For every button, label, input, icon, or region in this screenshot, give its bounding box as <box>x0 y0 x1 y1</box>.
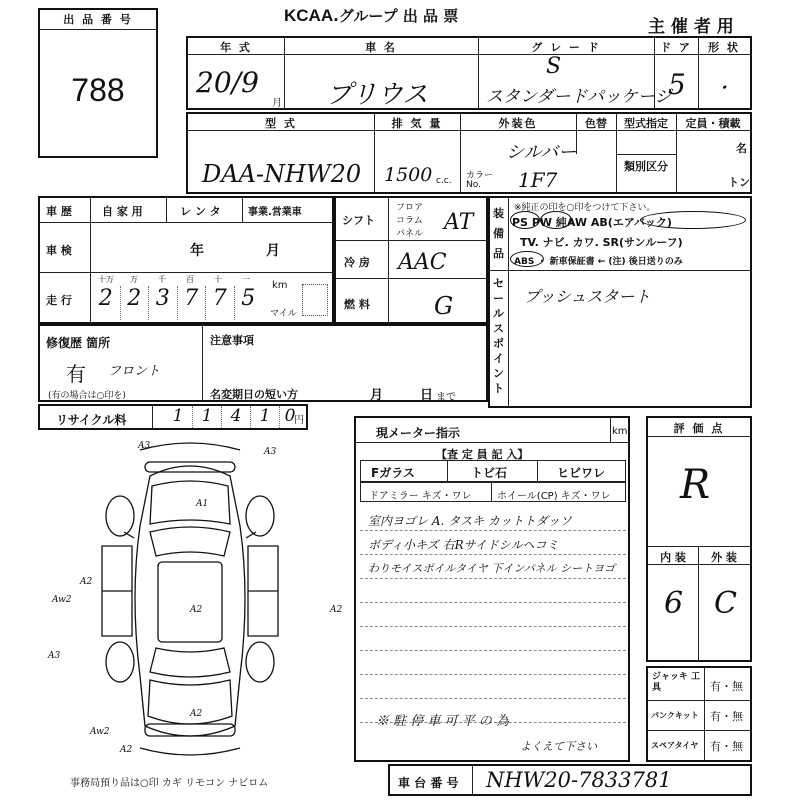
mileage-digit: 3 <box>149 286 178 320</box>
exterior-color-value: シルバー <box>506 142 577 163</box>
year-label: 年 式 <box>220 41 252 54</box>
mirror-label: ドアミラー キズ・ワレ <box>369 491 472 502</box>
meter-label: 現メーター指示 <box>376 426 461 440</box>
front-view <box>140 443 240 450</box>
shape-value: ・ <box>714 78 732 99</box>
mirror-wheel-row <box>360 482 626 502</box>
remark-line: 室内ヨゴレ A. タスキ カットトダッソ <box>368 514 572 528</box>
digit-label: 十万 <box>98 275 114 284</box>
wheel-label: ホイール(CP) キズ・ワレ <box>497 491 611 502</box>
damage-mark: A2 <box>330 605 343 615</box>
capacity-unit-persons: 名 <box>736 142 747 155</box>
jack-value: 有・無 <box>710 680 743 693</box>
damage-mark: A2 <box>190 709 203 719</box>
chassis-value: NHW20-7833781 <box>486 768 672 792</box>
ab-circle <box>640 211 746 229</box>
inspector-label: 【査 定 員 記 入】 <box>436 448 529 461</box>
repair-note: (有の場合は○印を) <box>48 391 126 401</box>
equipment-line-1: PS PW 純AW AB(エアバック) <box>512 216 672 229</box>
displacement-label: 排 気 量 <box>391 117 443 130</box>
history-commercial: 事業.営業車 <box>248 207 302 218</box>
shift-label: シフト <box>342 214 375 227</box>
lot-number-box <box>38 8 158 158</box>
month-suffix: 月 <box>272 98 282 109</box>
model-label: 型 式 <box>265 117 297 130</box>
damage-mark: A2 <box>120 745 133 755</box>
exterior-value: C <box>714 586 737 621</box>
car-damage-diagram <box>40 436 343 766</box>
brand-logo: KCAA <box>284 6 334 25</box>
model-value: DAA-NHW20 <box>202 160 362 188</box>
digit-label: 百 <box>186 275 194 284</box>
mileage-digit: 2 <box>121 286 150 320</box>
car-rear-window <box>150 648 230 677</box>
equipment-line-3: ABS ・ 新車保証書 ← (注) 後日送りのみ <box>514 257 683 267</box>
sales-point-value: プッシュスタート <box>524 287 651 306</box>
capacity-label: 定員・積載 <box>685 117 741 130</box>
color-number-label: カラー No. <box>466 171 494 190</box>
recycle-digit: 4 <box>222 406 251 428</box>
rating-label: 評 価 点 <box>673 422 725 435</box>
color-change-label: 色替 <box>585 117 607 130</box>
shift-ac-fuel-section <box>334 196 488 324</box>
vehicle-history-section <box>38 196 334 324</box>
chassis-label: 車 台 番 号 <box>398 776 459 790</box>
mileage-digit: 2 <box>92 286 121 320</box>
meter-unit: km <box>612 426 628 437</box>
transfer-day: 日 <box>420 388 434 403</box>
recycle-fee-box <box>38 404 308 430</box>
damage-mark: Aw2 <box>90 727 110 737</box>
lot-number-value: 788 <box>71 72 125 108</box>
wheel-rear-right <box>246 642 274 682</box>
remark-line: わりモイスポイルタイヤ 下インパネル シートヨゴ <box>368 562 616 575</box>
equipment-section <box>488 196 752 408</box>
shape-label: 形 状 <box>708 41 740 54</box>
recycle-unit: 円 <box>294 415 304 426</box>
remark-line: ボディ小キズ 右Rサイドシルヘコミ <box>368 538 559 552</box>
transfer-suffix: まで <box>436 392 456 403</box>
damage-mark: A2 <box>190 605 203 615</box>
puncture-kit-label: パンクキット <box>651 711 699 720</box>
inspection-remarks-section <box>354 416 630 762</box>
remark-line: ※ 駐 停 車 可 平 の 為 <box>376 714 509 729</box>
door-label: ド ア <box>660 41 692 54</box>
damage-mark: A2 <box>80 577 93 587</box>
car-windshield <box>150 527 230 556</box>
mile-label: マイル <box>270 309 297 319</box>
pw-circle <box>540 211 572 229</box>
mile-checkbox[interactable] <box>302 284 328 316</box>
car-name-value: プリウス <box>326 80 429 110</box>
shift-column: コラム <box>396 216 423 226</box>
mileage-digit: 5 <box>241 286 256 311</box>
jack-label: ジャッキ 工 具 <box>652 672 700 693</box>
front-bumper <box>145 462 235 472</box>
digit-label: 万 <box>130 275 138 284</box>
repair-label: 修復歴 箇所 <box>46 336 111 350</box>
car-hood <box>150 481 230 524</box>
digit-label: 一 <box>242 275 250 284</box>
notes-label: 注意事項 <box>210 334 254 347</box>
fuel-value: G <box>434 292 454 320</box>
damage-mark: A1 <box>196 499 209 509</box>
office-note: 事務局預り品は○印 カギ リモコン ナビロム <box>70 778 269 789</box>
damage-mark: A3 <box>264 447 277 457</box>
mileage-digit-labels <box>92 274 262 286</box>
displacement-value: 1500 <box>384 164 433 186</box>
fglass-label: Fガラス <box>371 466 415 480</box>
car-name-label: 車 名 <box>365 41 397 54</box>
shift-value: AT <box>444 210 474 235</box>
displacement-unit: c.c. <box>436 176 452 186</box>
car-roof <box>158 562 222 642</box>
interior-value: 6 <box>664 586 684 621</box>
exterior-label: 外 装 <box>711 551 737 564</box>
ac-label: 冷 房 <box>344 256 370 269</box>
lot-number-label: 出 品 番 号 <box>40 10 156 30</box>
fglass-row <box>360 460 626 482</box>
rating-section <box>646 416 752 662</box>
ac-value: AAC <box>398 250 447 275</box>
wheel-front-left <box>106 496 134 536</box>
transfer-label: 名変期日の短い方 <box>210 388 298 401</box>
exterior-color-label: 外装色 <box>498 117 538 130</box>
inspector-signature: よくえて下さい <box>520 740 597 753</box>
fglass-option-crack: ヒビワレ <box>557 466 606 480</box>
ps-circle <box>510 211 540 229</box>
mileage-digit: 7 <box>206 286 235 320</box>
inspection-label: 車 検 <box>46 244 72 257</box>
inspection-month: 月 <box>266 243 280 259</box>
fuel-label: 燃 料 <box>344 298 370 311</box>
recycle-label: リサイクル料 <box>56 413 127 427</box>
accessories-section <box>646 666 752 762</box>
digit-label: 千 <box>158 275 166 284</box>
grade-value-line2: スタンダードパッケージ <box>486 87 672 107</box>
transfer-month: 月 <box>370 388 384 403</box>
door-value: 5 <box>668 68 686 101</box>
grade-value-line1: S <box>546 54 562 79</box>
year-value: 20/9 <box>196 66 259 99</box>
form-title <box>284 5 458 26</box>
rear-view <box>140 748 240 755</box>
wheel-rear-left <box>106 642 134 682</box>
history-private: 自 家 用 <box>102 205 143 218</box>
equipment-label: 装 備 品 <box>493 207 504 260</box>
vehicle-spec-row <box>186 112 752 194</box>
interior-label: 内 装 <box>660 551 686 564</box>
mileage-digits <box>92 286 262 320</box>
vehicle-basic-row <box>186 36 752 110</box>
recycle-digit: 1 <box>193 406 222 428</box>
color-number-value: 1F7 <box>518 168 558 192</box>
history-label: 車 歴 <box>46 205 72 218</box>
equipment-line-2: TV. ナビ. カワ. SR(サンルーフ) <box>520 236 683 249</box>
damage-mark: Aw2 <box>52 595 72 605</box>
inspection-year: 年 <box>190 243 204 259</box>
category-label: 類別区分 <box>624 160 668 173</box>
digit-label: 十 <box>214 275 222 284</box>
grade-label: グ レ ー ド <box>531 41 601 54</box>
spare-tire-value: 有・無 <box>710 740 743 753</box>
organizer-label: 主 催 者 用 <box>648 17 734 37</box>
shift-floor: フロア <box>396 203 424 213</box>
mileage-label: 走 行 <box>46 294 72 307</box>
damage-mark: A3 <box>48 651 61 661</box>
wheel-front-right <box>246 496 274 536</box>
capacity-unit-tons: トン <box>728 176 750 189</box>
mileage-digit: 7 <box>178 286 207 320</box>
sales-point-label: セールスポイント <box>493 277 504 395</box>
chassis-number-box <box>388 764 752 796</box>
damage-mark: A3 <box>138 441 151 451</box>
repair-location: フロント <box>108 364 161 379</box>
repair-mark: 有 <box>66 362 86 386</box>
spare-tire-label: スペアタイヤ <box>651 741 699 750</box>
recycle-digit: 1 <box>164 406 193 428</box>
shift-panel: パネル <box>396 229 424 239</box>
equipment-note: ※純正の印を○印をつけて下さい。 <box>514 203 656 213</box>
puncture-kit-value: 有・無 <box>710 710 743 723</box>
history-rental: レ ン タ <box>180 205 221 218</box>
rear-bumper <box>145 724 235 736</box>
km-label: km <box>272 280 288 291</box>
recycle-digits <box>164 406 300 428</box>
title-text: .グループ 出 品 票 <box>333 7 459 25</box>
abs-circle <box>510 251 544 267</box>
model-designation-label: 型式指定 <box>624 117 668 130</box>
fglass-option-chip: トビ石 <box>471 466 508 480</box>
repair-notes-section <box>38 324 488 402</box>
rating-value: R <box>680 462 711 508</box>
recycle-digit: 0 <box>284 406 296 426</box>
recycle-digit: 1 <box>251 406 280 428</box>
